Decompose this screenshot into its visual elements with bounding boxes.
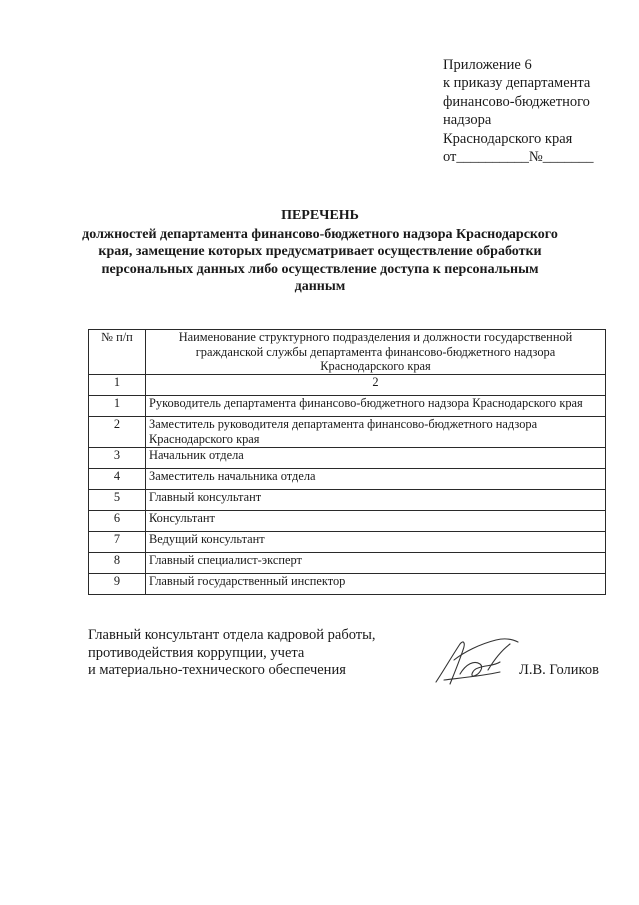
row-position-cell [146,553,606,574]
row-num-cell: 2 [89,417,146,448]
table-row [89,448,606,469]
row-position-cell [146,396,606,417]
row-num-cell: 3 [89,448,146,469]
signatory-position [88,627,408,680]
title-line: данным [294,279,346,295]
appendix-line: Краснодарского края [443,130,573,147]
appendix-line: к приказу департамента [443,75,591,92]
appendix-line: от__________№_______ [443,149,594,166]
appendix-line: надзора [443,112,492,129]
header-name-line: Наименование структурного подразделения и должности государственной [178,330,573,344]
row-position-cell [146,511,606,532]
table-row [89,511,606,532]
table-row [89,417,606,448]
table-index-row [89,375,606,396]
position-line: Начальник отдела [149,448,244,462]
table-row [89,574,606,595]
index-cell: 2 [146,375,606,396]
table-row [89,553,606,574]
row-position-cell [146,417,606,448]
position-line: Руководитель департамента финансово-бюджетного надзора Краснодарского края [149,396,583,410]
row-num-cell: 5 [89,490,146,511]
row-num-cell: 4 [89,469,146,490]
row-num-cell: 9 [89,574,146,595]
row-position-cell [146,532,606,553]
row-num-cell: 6 [89,511,146,532]
table-row [89,532,606,553]
title-line: края, замещение которых предусматривает осуществление обработки [98,244,542,260]
table-row [89,396,606,417]
header-name-cell [146,330,606,375]
signatory-line: Главный консультант отдела кадровой работы, [88,627,376,643]
row-position-cell [146,469,606,490]
header-name-line: Краснодарского края [320,359,431,374]
appendix-line: финансово-бюджетного [443,93,590,110]
row-position-cell [146,574,606,595]
header-num-cell: № п/п [89,330,146,375]
index-cell: 1 [89,375,146,396]
appendix-line: Приложение 6 [443,57,532,73]
signer-name: Л.В. Голиков [519,662,599,678]
position-line: Краснодарского края [149,431,260,446]
positions-table [88,329,606,595]
position-line: Консультант [149,511,215,525]
title-line: персональных данных либо осуществление доступа к персональным [101,261,539,277]
table-header-row [89,330,606,375]
row-num-cell: 7 [89,532,146,553]
row-position-cell [146,490,606,511]
row-position-cell [146,448,606,469]
row-num-cell: 1 [89,396,146,417]
signatory-line: и материально-технического обеспечения [88,662,346,678]
title-line: должностей департамента финансово-бюджетного надзора Краснодарского [82,226,558,242]
document-title [60,207,580,296]
row-num-cell: 8 [89,553,146,574]
position-line: Главный консультант [149,490,262,504]
position-line: Ведущий консультант [149,532,265,546]
position-line: Главный специалист-эксперт [149,553,302,567]
position-line: Заместитель начальника отдела [149,469,316,483]
position-line: Главный государственный инспектор [149,574,346,588]
position-line: Заместитель руководителя департамента финансово-бюджетного надзора [149,417,538,431]
handwritten-signature [430,630,526,690]
table-row [89,490,606,511]
signatory-line: противодействия коррупции, учета [88,644,305,661]
title-heading: ПЕРЕЧЕНЬ [281,208,359,223]
table-row [89,469,606,490]
appendix-note [443,56,633,166]
header-name-line: гражданской службы департамента финансово-бюджетного надзора [195,344,556,359]
